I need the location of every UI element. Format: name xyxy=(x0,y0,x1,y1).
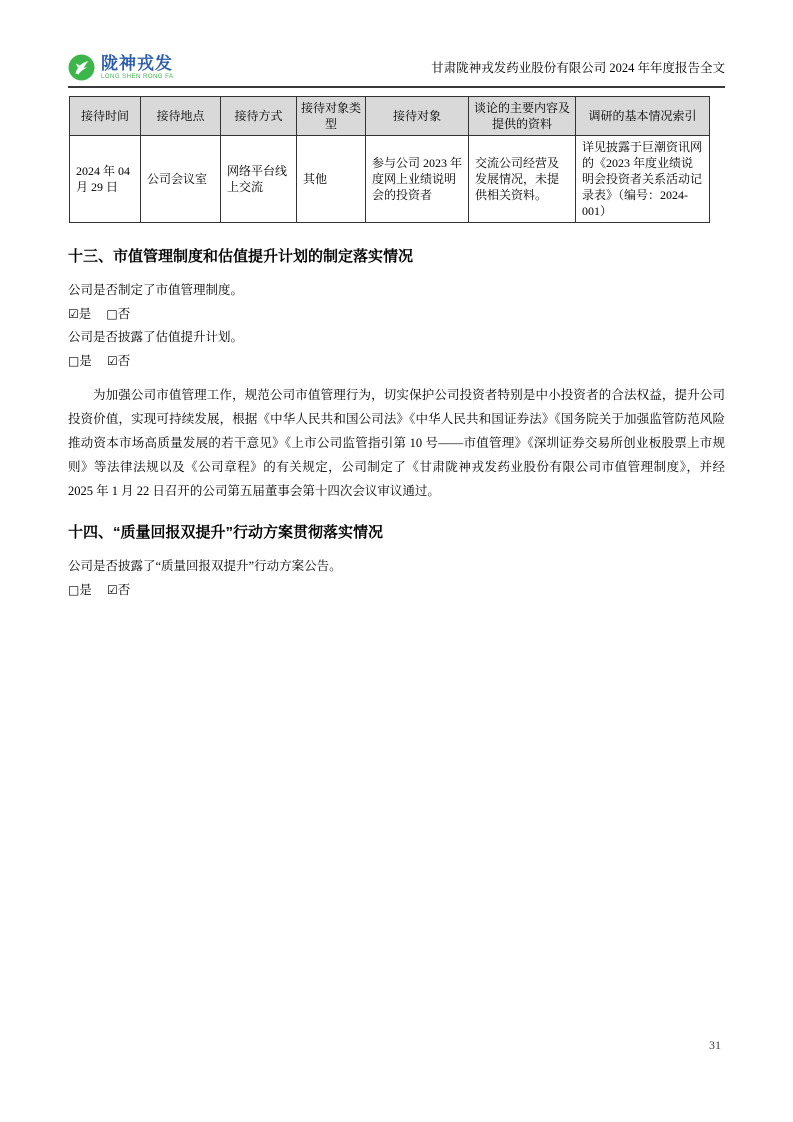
option-label: 否 xyxy=(117,353,131,368)
section-13-answer-2 xyxy=(68,350,725,374)
cell-topics: 交流公司经营及发展情况，未提供相关资料。 xyxy=(469,136,576,223)
section-14-question-1: 公司是否披露了“质量回报双提升”行动方案公告。 xyxy=(68,559,342,573)
col-header-topics: 谈论的主要内容及提供的资料 xyxy=(469,97,576,136)
checkbox-unchecked-icon: □ xyxy=(68,353,80,368)
checkbox-checked-icon: ☑ xyxy=(106,582,118,597)
option-label: 是 xyxy=(78,306,92,321)
checkbox-unchecked-icon: □ xyxy=(68,582,80,597)
checkbox-checked-icon: ☑ xyxy=(106,353,118,368)
option-yes xyxy=(68,354,92,368)
section-13-answer-1 xyxy=(68,303,725,327)
option-yes xyxy=(68,583,92,597)
reception-activity-table xyxy=(69,96,710,223)
table-header-row xyxy=(70,97,710,136)
option-no xyxy=(106,307,130,321)
report-title: 甘肃陇神戎发药业股份有限公司 2024 年年度报告全文 xyxy=(431,61,725,75)
cell-reception-method: 网络平台线上交流 xyxy=(221,136,297,223)
col-header-reception-place: 接待地点 xyxy=(141,97,221,136)
cell-survey-index: 详见披露于巨潮资讯网的《2023 年度业绩说明会投资者关系活动记录表》（编号：2024-001） xyxy=(576,136,710,223)
col-header-visitor-type: 接待对象类型 xyxy=(297,97,366,136)
option-label: 是 xyxy=(79,353,92,368)
checkbox-unchecked-icon: □ xyxy=(106,306,118,321)
section-13-paragraph: 为加强公司市值管理工作，规范公司市值管理行为，切实保护公司投资者特别是中小投资者的合法权益，提升公司投资价值，实现可持续发展，根据《中华人民共和国公司法》《中华人民共和国证券法》《国务院关于加强监管防范风险推动资本市场高质量发展的若干意见》《上市公司监管指引第 10 号——市值管理》《深圳证券交易所创业板股票上市规则》等法律法规以及《公司章程》的有关规定，公司制定了《甘肃陇神戎发药业股份有限公司市值管理制度》，并经 2025 年 1 月 22 日召开的公司第五届董事会第十四次会议审议通过。 xyxy=(68,388,725,498)
cell-visitor: 参与公司 2023 年度网上业绩说明会的投资者 xyxy=(366,136,469,223)
option-label: 否 xyxy=(117,582,131,597)
option-label: 是 xyxy=(79,582,92,597)
cell-visitor-type: 其他 xyxy=(297,136,366,223)
cell-reception-place: 公司会议室 xyxy=(141,136,221,223)
col-header-visitor: 接待对象 xyxy=(366,97,469,136)
cell-reception-time: 2024 年 04 月 29 日 xyxy=(70,136,141,223)
table-row xyxy=(70,136,710,223)
company-logo xyxy=(68,54,174,81)
logo-brand-subtitle: LONG SHEN RONG FA xyxy=(101,73,174,80)
page-header xyxy=(68,50,725,84)
logo-brand-name: 陇神戎发 xyxy=(101,53,173,73)
checkbox-checked-icon: ☑ xyxy=(68,306,79,321)
section-13-question-2: 公司是否披露了估值提升计划。 xyxy=(68,330,244,344)
page-number: 31 xyxy=(709,1038,721,1052)
section-14-answer-1 xyxy=(68,579,725,603)
option-yes xyxy=(68,307,91,321)
col-header-survey-index: 调研的基本情况索引 xyxy=(576,97,710,136)
logo-wordmark xyxy=(101,55,174,80)
option-no xyxy=(107,354,130,368)
logo-leaf-icon xyxy=(68,54,95,81)
header-divider xyxy=(68,86,725,88)
option-label: 否 xyxy=(117,306,131,321)
col-header-reception-method: 接待方式 xyxy=(221,97,297,136)
section-13-heading: 十三、市值管理制度和估值提升计划的制定落实情况 xyxy=(68,248,414,265)
section-13-question-1: 公司是否制定了市值管理制度。 xyxy=(68,283,244,297)
col-header-reception-time: 接待时间 xyxy=(70,97,141,136)
section-14-heading: 十四、“质量回报双提升”行动方案贯彻落实情况 xyxy=(68,524,384,541)
option-no xyxy=(107,583,130,597)
